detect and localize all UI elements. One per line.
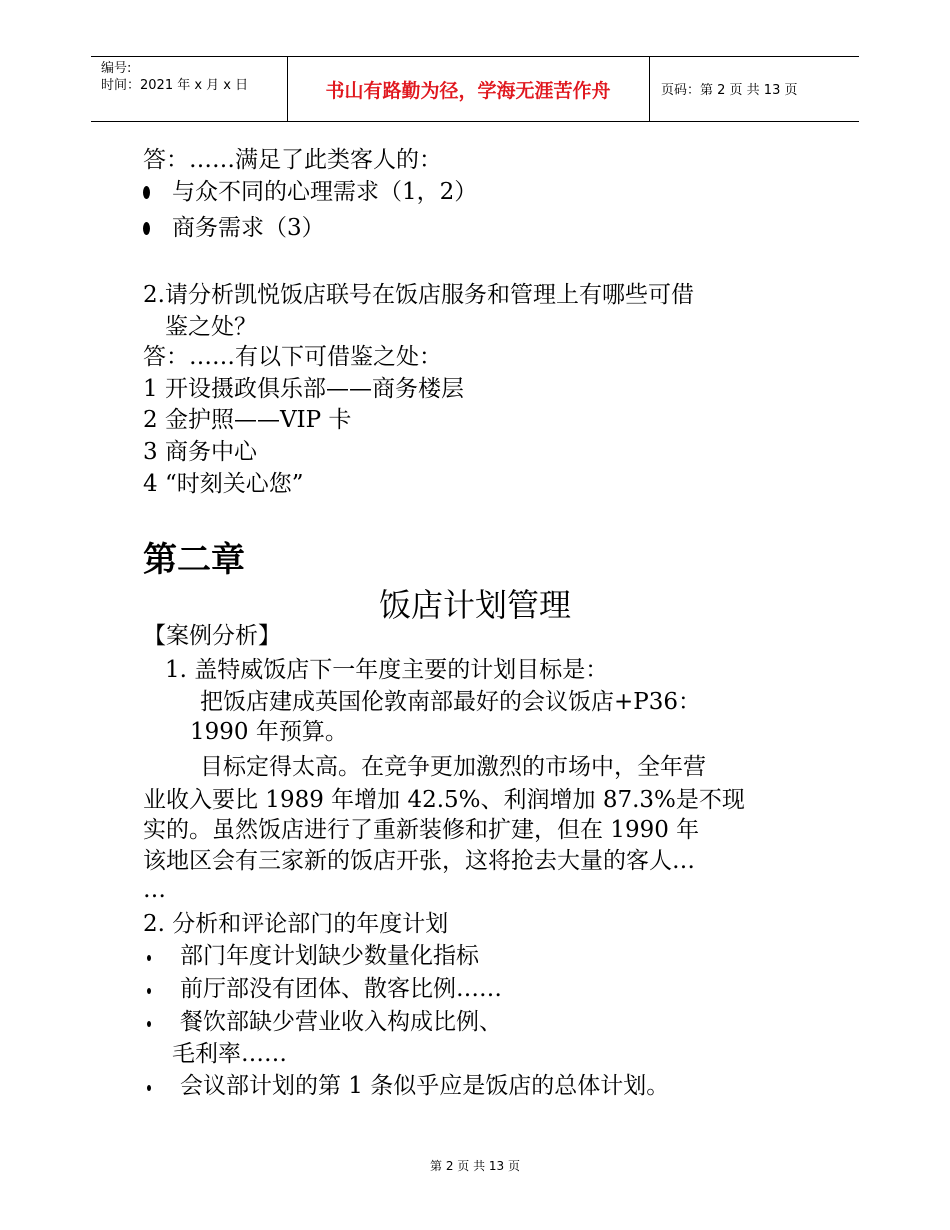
question2-line1: 2.请分析凯悦饭店联号在饭店服务和管理上有哪些可借	[143, 282, 694, 308]
case2-item-3: 餐饮部缺少营业收入构成比例、	[180, 1009, 502, 1035]
bullet-icon	[143, 186, 150, 199]
section-title: 饭店计划管理	[378, 586, 571, 624]
header-meta	[101, 60, 248, 94]
case2-item-3-continued: 毛利率……	[172, 1041, 287, 1067]
case1-para-line3: 实的。虽然饭店进行了重新装修和扩建，但在 1990 年	[143, 817, 700, 843]
case2-heading: 2. 分析和评论部门的年度计划	[143, 911, 449, 937]
bullet-icon	[147, 1085, 151, 1091]
bullet-icon	[147, 1021, 151, 1027]
case1-line2: 把饭店建成英国伦敦南部最好的会议饭店+P36：	[200, 689, 702, 715]
question2-item-3: 3 商务中心	[143, 439, 257, 465]
case1-line3: 1990 年预算。	[190, 719, 348, 745]
header-divider-right	[649, 56, 650, 122]
question2-item-1: 1 开设摄政俱乐部——商务楼层	[143, 376, 464, 402]
case2-item-1: 部门年度计划缺少数量化指标	[180, 943, 479, 969]
case1-para-line4: 该地区会有三家新的饭店开张，这将抢去大量的客人…	[143, 848, 695, 874]
header-motto: 书山有路勤为径，学海无涯苦作舟	[325, 80, 611, 102]
bullet-icon	[143, 222, 150, 235]
header-top-rule	[91, 56, 859, 57]
case2-item-4: 会议部计划的第 1 条似乎应是饭店的总体计划。	[180, 1073, 670, 1099]
answer1-intro: 答：……满足了此类客人的：	[143, 147, 442, 173]
bullet-icon	[147, 988, 151, 994]
question2-item-4: 4 “时刻关心您”	[143, 471, 304, 497]
case1-para-line2: 业收入要比 1989 年增加 42.5%、利润增加 87.3%是不现	[143, 787, 745, 813]
question2-item-2: 2 金护照——VIP 卡	[143, 407, 352, 433]
bullet-icon	[147, 955, 151, 961]
case1-para-line5: …	[143, 877, 166, 903]
case-analysis-label: 【案例分析】	[143, 623, 281, 649]
header-bottom-rule	[91, 121, 859, 122]
header-page-info: 页码：第 2 页 共 13 页	[661, 83, 798, 98]
chapter-heading: 第二章	[143, 540, 245, 580]
case1-line1: 1. 盖特威饭店下一年度主要的计划目标是：	[165, 657, 609, 683]
page-footer: 第 2 页 共 13 页	[430, 1159, 520, 1173]
case1-para-line1: 目标定得太高。在竞争更加激烈的市场中，全年营	[200, 754, 706, 780]
header-time-label: 时间：2021 年 x 月 x 日	[101, 78, 249, 93]
header-number-label: 编号:	[101, 61, 132, 76]
answer1-item-1: 与众不同的心理需求（1，2）	[172, 179, 478, 205]
case2-item-2: 前厅部没有团体、散客比例……	[180, 976, 502, 1002]
question2-answer: 答：……有以下可借鉴之处：	[143, 344, 442, 370]
answer1-item-2: 商务需求（3）	[172, 215, 325, 241]
question2-line2: 鉴之处？	[165, 314, 257, 340]
page-header	[91, 56, 859, 122]
